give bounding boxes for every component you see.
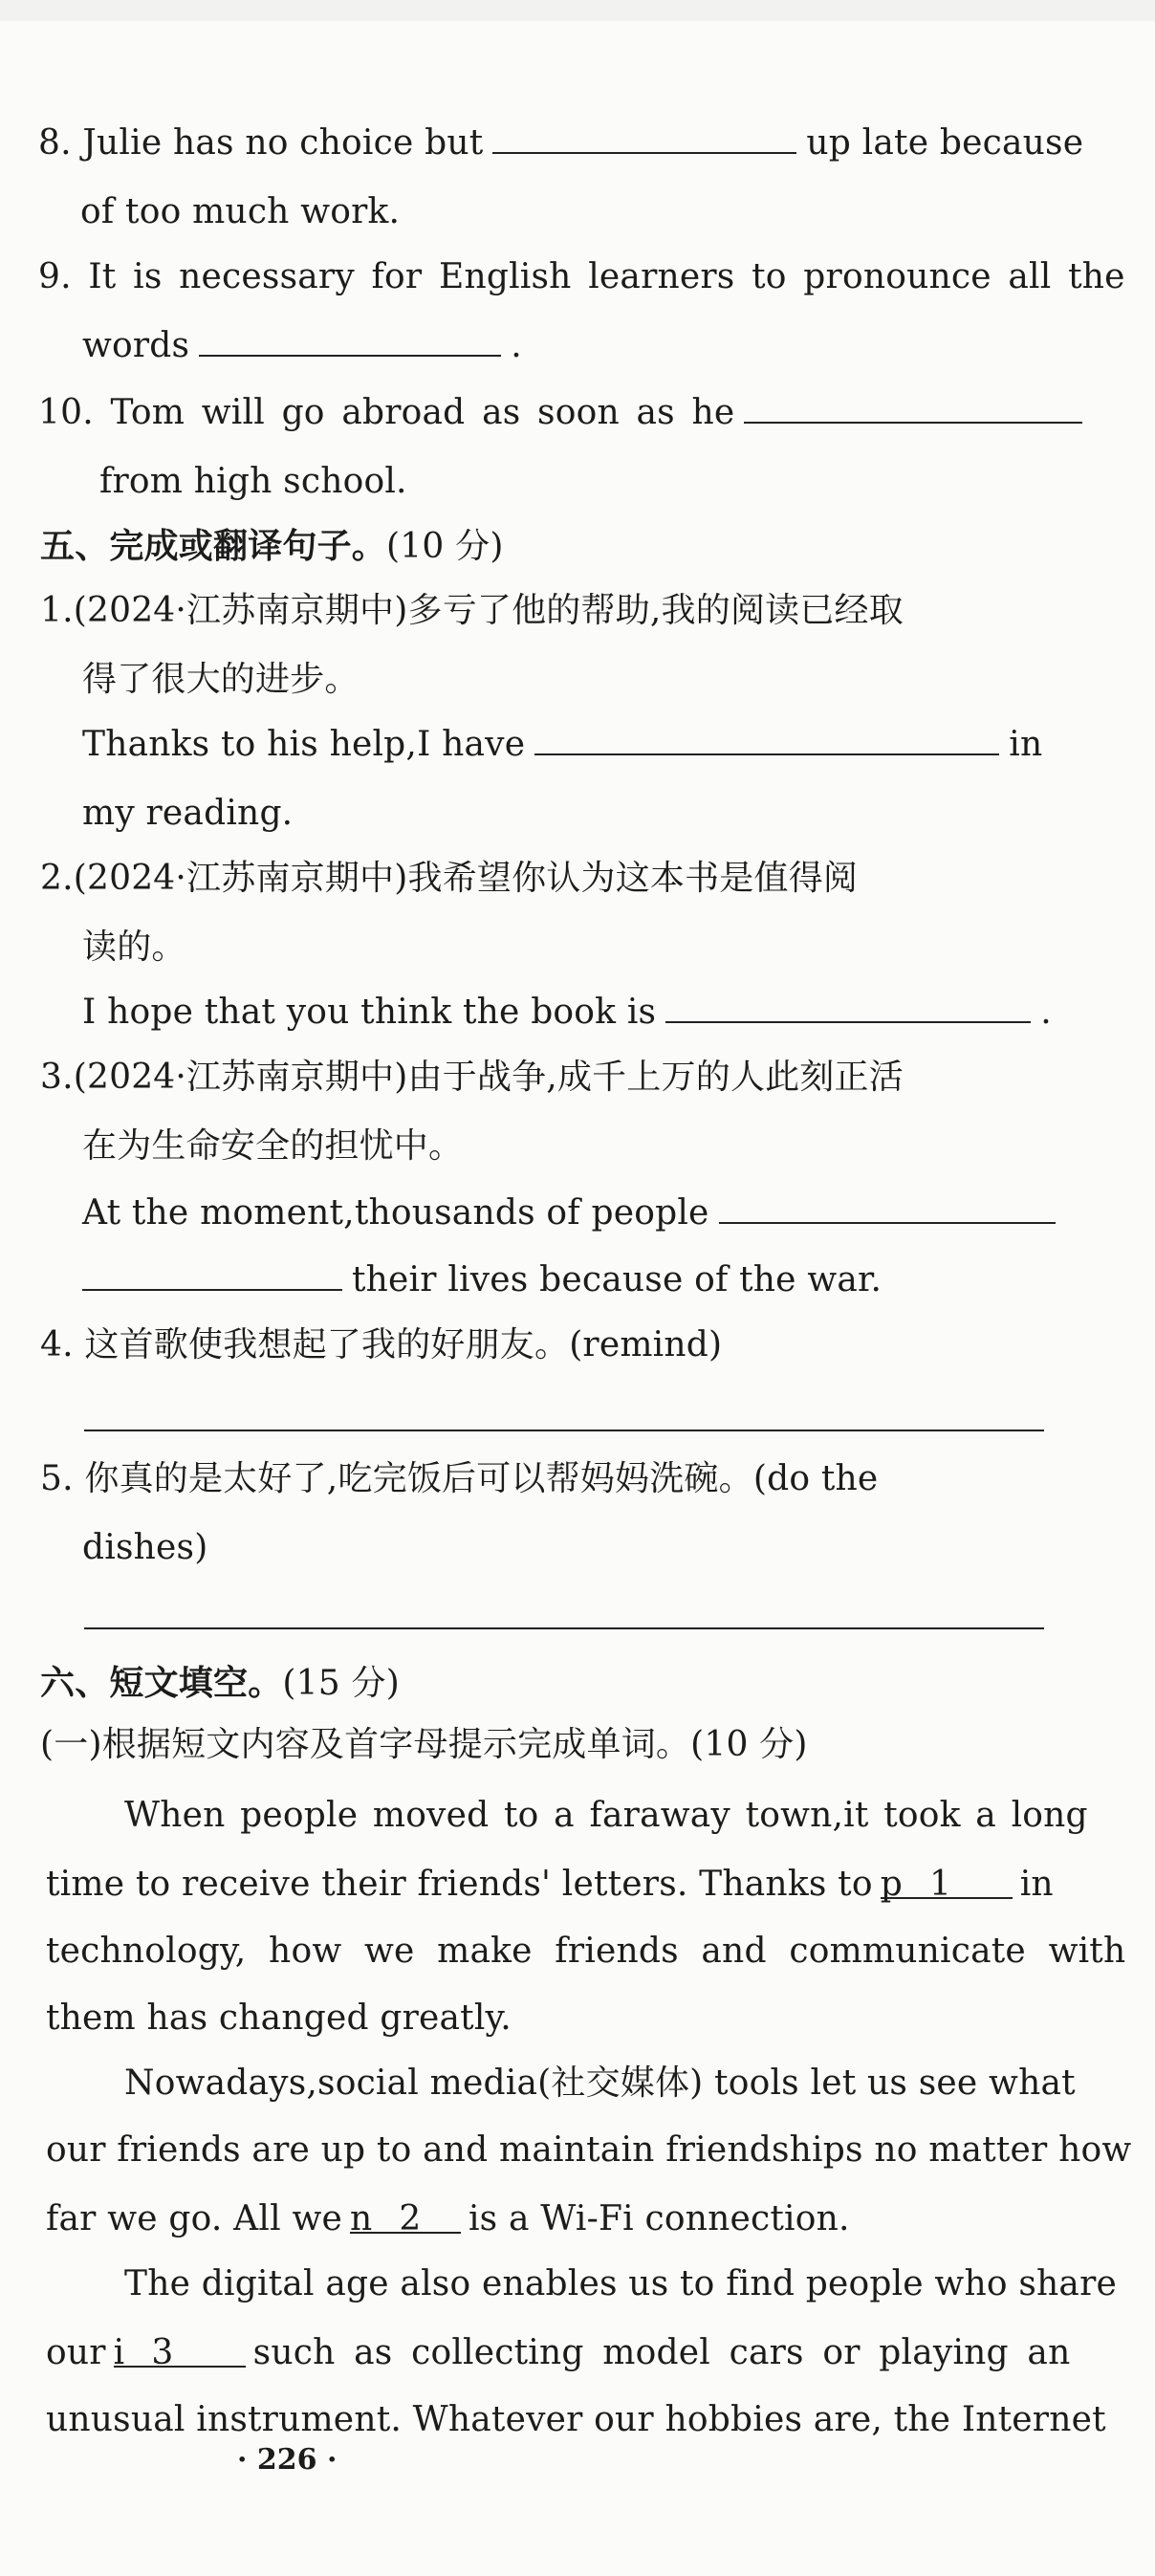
section6-heading xyxy=(40,1658,400,1710)
para2-line2: our friends are up to and maintain friendships no matter how xyxy=(46,2130,1132,2170)
s5-q4-answer-line[interactable] xyxy=(84,1430,1044,1431)
s5-q1-blank[interactable] xyxy=(534,719,999,755)
para3-line2-text-b: such as collecting model cars or playing an xyxy=(252,2333,1071,2372)
para1-line2-text-b: in xyxy=(1019,1865,1054,1904)
q9-text-a: words xyxy=(82,326,190,365)
para2-line3-text-b: is a Wi-Fi connection. xyxy=(468,2199,850,2238)
s5-q5-line2: dishes) xyxy=(82,1528,208,1567)
blank-3-number: 3 xyxy=(151,2333,174,2372)
para3-line3: unusual instrument. Whatever our hobbies are, the Internet xyxy=(46,2400,1106,2439)
s5-q1-en-line2: my reading. xyxy=(82,794,294,833)
section6-part1-instruction: (一)根据短文内容及首字母提示完成单词。(10 分) xyxy=(40,1725,808,1764)
para2-line1: Nowadays,social media(社交媒体) tools let us see what xyxy=(124,2063,1076,2103)
blank-1-letter: p xyxy=(880,1865,903,1904)
q10-line2: from high school. xyxy=(99,462,407,501)
para2-line3 xyxy=(46,2194,850,2245)
blank-1[interactable] xyxy=(880,1859,1013,1904)
para2-line3-text-a: far we go. All we xyxy=(46,2199,342,2238)
blank-1-number: 1 xyxy=(928,1865,952,1904)
q8-blank[interactable] xyxy=(492,118,796,154)
q8-text-a: 8. Julie has no choice but xyxy=(38,123,484,163)
para3-line2 xyxy=(46,2327,1070,2379)
s5-q1-cn-line2: 得了很大的进步。 xyxy=(82,660,360,699)
section5-score: (10 分) xyxy=(386,527,504,566)
section6-title: 六、短文填空。 xyxy=(40,1664,283,1703)
s5-q2-blank[interactable] xyxy=(665,987,1031,1023)
q10-text-a: 10. Tom will go abroad as soon as he xyxy=(38,393,735,432)
q9-blank[interactable] xyxy=(199,320,501,357)
blank-2-letter: n xyxy=(349,2199,373,2238)
blank-3-letter: i xyxy=(113,2333,125,2372)
s5-q3-en-line1 xyxy=(82,1188,1065,1239)
s5-q3-cn-line2: 在为生命安全的担忧中。 xyxy=(82,1126,464,1166)
s5-q3-blank-a[interactable] xyxy=(719,1188,1056,1224)
s5-q1-en-text-b: in xyxy=(1009,725,1043,764)
para3-line1: The digital age also enables us to find people who share xyxy=(124,2264,1117,2303)
s5-q2-cn-line2: 读的。 xyxy=(82,928,186,967)
para1-line1: When people moved to a faraway town,it took a long xyxy=(124,1796,1088,1835)
section5-heading xyxy=(40,521,504,573)
blank-2[interactable] xyxy=(349,2194,461,2238)
s5-q3-blank-b[interactable] xyxy=(82,1255,342,1291)
page-number: · 226 · xyxy=(237,2443,338,2477)
para1-line4: them has changed greatly. xyxy=(46,1998,512,2038)
s5-q3-en-line2 xyxy=(82,1255,882,1306)
q10-blank[interactable] xyxy=(744,387,1082,424)
q9-line1: 9. It is necessary for English learners to pronounce all the xyxy=(38,257,1125,296)
s5-q2-cn-line1: 2.(2024·江苏南京期中)我希望你认为这本书是值得阅 xyxy=(40,859,859,898)
s5-q5-answer-line[interactable] xyxy=(84,1627,1044,1629)
blank-3[interactable] xyxy=(113,2327,246,2372)
s5-q2-en-text-b: . xyxy=(1040,993,1052,1032)
section5-title: 五、完成或翻译句子。 xyxy=(40,527,387,566)
s5-q3-en-text-b: their lives because of the war. xyxy=(352,1260,883,1299)
s5-q1-en-line1 xyxy=(82,719,1042,771)
q8-text-b: up late because xyxy=(806,123,1084,163)
para1-line2 xyxy=(46,1859,1054,1910)
s5-q2-en-line xyxy=(82,987,1052,1038)
q8-line2: of too much work. xyxy=(80,192,401,231)
para1-line3: technology, how we make friends and communicate with xyxy=(46,1932,1126,1971)
q9-line2 xyxy=(82,320,522,372)
s5-q2-en-text-a: I hope that you think the book is xyxy=(82,993,657,1032)
para1-line2-text-a: time to receive their friends' letters. Thanks to xyxy=(46,1865,873,1904)
q8-line1 xyxy=(38,118,1083,169)
para3-line2-text-a: our xyxy=(46,2333,106,2372)
s5-q3-cn-line1: 3.(2024·江苏南京期中)由于战争,成千上万的人此刻正活 xyxy=(40,1058,904,1097)
blank-2-number: 2 xyxy=(399,2199,422,2238)
q10-line1 xyxy=(38,387,1092,439)
s5-q1-cn-line1: 1.(2024·江苏南京期中)多亏了他的帮助,我的阅读已经取 xyxy=(40,591,904,630)
s5-q3-en-text-a: At the moment,thousands of people xyxy=(82,1193,709,1233)
s5-q1-en-text-a: Thanks to his help,I have xyxy=(82,725,526,764)
section6-score: (15 分) xyxy=(282,1664,400,1703)
s5-q4-line: 4. 这首歌使我想起了我的好朋友。(remind) xyxy=(40,1325,723,1364)
s5-q5-line1: 5. 你真的是太好了,吃完饭后可以帮妈妈洗碗。(do the xyxy=(40,1459,879,1498)
q9-text-b: . xyxy=(511,326,522,365)
